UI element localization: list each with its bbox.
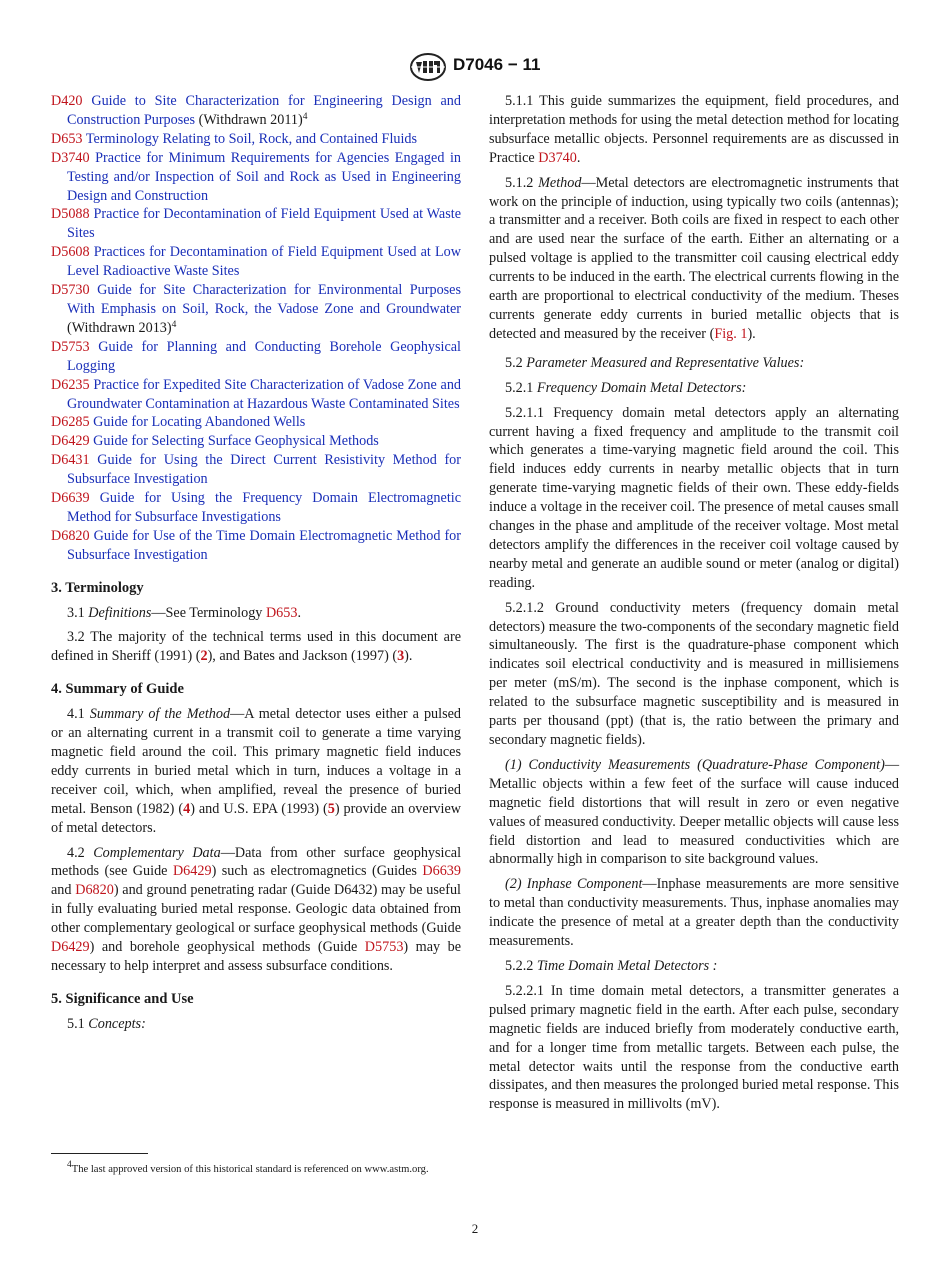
- reference-code-link[interactable]: D653: [51, 130, 83, 147]
- citation-link[interactable]: 3: [397, 648, 405, 665]
- astm-logo-icon: [408, 52, 448, 82]
- reference-item: [51, 281, 461, 338]
- left-column: [51, 92, 461, 1034]
- reference-code-link[interactable]: D5088: [51, 206, 90, 223]
- paragraph-5-2-2: 5.2.2 Time Domain Metal Detectors :: [505, 957, 718, 974]
- paragraph-5-2-1-1: 5.2.1.1 Frequency domain metal detectors apply an alternating current having a fixed frequency and amplitude to the transmit coil which generates a time-varying magnetic field around the coil. This field induces eddy currents in nearby metallic objects that in turn generate time-varying magnetic fields of their own. These eddy-fields induce a voltage in the receiver coil. The presence of metal causes small changes in the phase and amplitude of the receiver voltage. Most metal detectors amplify the differences in the receiver coil voltage caused by nearby metal and generate an audible sound or meter (analog or digital) reading.: [489, 404, 899, 591]
- xref-link[interactable]: D5753: [364, 939, 404, 956]
- xref-link[interactable]: D3740: [538, 149, 577, 166]
- reference-item: [51, 338, 461, 376]
- paragraph-3-2: 3.2 The majority of the technical terms used in this document are defined in Sheriff (1991) (2), and Bates and Jackson (1997) (3).: [51, 629, 461, 665]
- reference-title[interactable]: Practice for Minimum Requirements for Agencies Engaged in Testing and/or Inspection of Soil and Rock as Used in Engineering Design and Construction: [67, 149, 461, 204]
- reference-list: [51, 92, 461, 565]
- paragraph-5-2-1: 5.2.1 Frequency Domain Metal Detectors:: [505, 379, 747, 396]
- reference-item: [51, 205, 461, 243]
- reference-item: [51, 92, 461, 130]
- reference-code-link[interactable]: D6639: [51, 490, 90, 507]
- section-heading: 4. Summary of Guide: [51, 681, 184, 698]
- figure-link[interactable]: Fig. 1: [714, 325, 748, 342]
- reference-note: (Withdrawn 2013): [67, 319, 172, 336]
- reference-note: (Withdrawn 2011): [198, 111, 303, 128]
- reference-code-link[interactable]: D6235: [51, 376, 90, 393]
- right-column: [489, 92, 899, 1120]
- reference-title[interactable]: Guide for Site Characterization for Environmental Purposes With Emphasis on Soil, Rock, the Vadose Zone and Groundwater: [67, 282, 462, 317]
- reference-title[interactable]: Guide for Using the Frequency Domain Electromagnetic Method for Subsurface Investigations: [67, 490, 462, 525]
- reference-item: [51, 243, 461, 281]
- paragraph-3-1: 3.1 Definitions—See Terminology D653.: [67, 604, 302, 621]
- citation-link[interactable]: 4: [183, 800, 191, 817]
- paragraph-4-1: 4.1 Summary of the Method—A metal detector uses either a pulsed or an alternating current in a transmit coil to generate a time varying magnetic field around the coil. This primary magnetic field induces eddy currents in buried metal which in turn, induces a voltage in a receiver coil, which, when amplified, reveal the presence of buried metal. Benson (1982) (4) and U.S. EPA (1993) (5) provide an overview of metal detectors.: [51, 706, 461, 836]
- page-number: 2: [471, 1221, 479, 1236]
- xref-link[interactable]: D6820: [75, 882, 114, 899]
- reference-title[interactable]: Guide for Use of the Time Domain Electromagnetic Method for Subsurface Investigation: [67, 527, 461, 563]
- paragraph-5-2: 5.2 Parameter Measured and Representative Values:: [505, 354, 805, 371]
- paragraph-conductivity: (1) Conductivity Measurements (Quadrature-Phase Component)—Metallic objects within a few feet of the surface will cause induced magnetic field distortions that will result in zero or even negative values of measured conductivity. Deeper metallic objects will cause less field distortion and lead to measured conductivities which are abnormally high in comparison to site background values.: [489, 756, 899, 868]
- reference-item: [51, 489, 461, 527]
- reference-item: [51, 376, 461, 414]
- paragraph-inphase: (2) Inphase Component—Inphase measurements are more sensitive to metal than conductivity measurements. Thus, inphase anomalies may indicate the presence of metal at a greater depth than the conductivity measurements.: [489, 876, 899, 950]
- paragraph-5-2-1-2: 5.2.1.2 Ground conductivity meters (frequency domain metal detectors) measure the two-components of the secondary magnetic field simultaneously. The first is the quadrature-phase component which indicates soil electrical conductivity and is measured in millisiemens per meter (mS/m). The second is the inphase component, which is related to the subsurface magnetic susceptibility and is measured in parts per thousand (ppt) (that is, the ratio between the primary and secondary magnetic fields).: [489, 599, 899, 748]
- page-header: [0, 52, 950, 82]
- paragraph-5-1: 5.1 Concepts:: [67, 1015, 146, 1032]
- reference-code-link[interactable]: D6429: [51, 433, 90, 450]
- reference-title[interactable]: Guide to Site Characterization for Engineering Design and Construction Purposes: [67, 93, 461, 128]
- footnote-divider: [51, 1153, 148, 1154]
- reference-item: [51, 432, 461, 451]
- reference-code-link[interactable]: D420: [51, 93, 83, 109]
- reference-item: [51, 149, 461, 206]
- reference-title[interactable]: Practices for Decontamination of Field Equipment Used at Low Level Radioactive Waste Sites: [67, 244, 461, 280]
- citation-link[interactable]: 5: [327, 800, 335, 817]
- reference-item: [51, 451, 461, 489]
- footnote-marker: 4: [67, 1160, 72, 1170]
- footnote: $^4$The last approved version of this historical standard is referenced on www.astm.org.: [67, 1160, 429, 1175]
- footnote-marker: 4: [302, 111, 308, 122]
- paragraph-5-1-2: 5.1.2 Method—Metal detectors are electromagnetic instruments that work on the principle of induction, using typically two coils (antennas); a transmitter and a receiver. Both coils are fixed in respect to each other and are used near the surface of the earth. Either an alternating or a pulsed voltage is applied to the transmitter coil causing electrical eddy currents to be induced in the earth. The electrical currents flowing in the earth are proportional to electrical conductivity of the medium. Theses currents generate eddy currents in buried metallic objects that is detected and measured by the receiver (Fig. 1).: [489, 174, 899, 342]
- paragraph-5-1-1: 5.1.1 This guide summarizes the equipment, field procedures, and interpretation methods for using the metal detection method for locating subsurface metallic objects. Personnel requirements are as discussed in Practice D3740.: [489, 93, 899, 166]
- reference-code-link[interactable]: D6820: [51, 527, 90, 544]
- xref-link[interactable]: D6429: [172, 863, 212, 880]
- xref-link[interactable]: D6429: [51, 939, 90, 956]
- reference-title[interactable]: Guide for Planning and Conducting Borehole Geophysical Logging: [67, 338, 462, 374]
- reference-item: [51, 527, 461, 565]
- paragraph-4-2: 4.2 Complementary Data—Data from other surface geophysical methods (see Guide D6429) such as electromagnetics (Guides D6639 and D6820) and ground penetrating radar (Guide D6432) may be useful in fully evaluating buried metal response. Geologic data obtained from other complementary geological or surface geophysical methods (Guide D6429) and borehole geophysical methods (Guide D5753) may be necessary to help interpret and assess subsurface conditions.: [51, 844, 462, 974]
- reference-title[interactable]: Guide for Locating Abandoned Wells: [93, 414, 306, 431]
- citation-link[interactable]: 2: [200, 648, 208, 665]
- section-heading: 5. Significance and Use: [51, 990, 194, 1007]
- section-heading: 3. Terminology: [51, 579, 144, 596]
- reference-item: [51, 130, 461, 149]
- reference-code-link[interactable]: D5753: [51, 338, 90, 355]
- reference-title[interactable]: Guide for Selecting Surface Geophysical Methods: [93, 433, 379, 450]
- reference-title[interactable]: Guide for Using the Direct Current Resistivity Method for Subsurface Investigation: [67, 452, 461, 488]
- paragraph-5-2-2-1: 5.2.2.1 In time domain metal detectors, a transmitter generates a pulsed primary magnetic field in the earth. After each pulse, secondary magnetic fields are induced briefly from moderately conductive earth, and for a longer time from metallic targets. Between each pulse, the metal detector waits until the response from the conductive earth dissipates, and then measures the prolonged buried metal response. This response is measured in millivolts (mV).: [489, 982, 899, 1113]
- reference-code-link[interactable]: D3740: [51, 149, 90, 166]
- reference-code-link[interactable]: D6285: [51, 414, 90, 431]
- reference-title[interactable]: Terminology Relating to Soil, Rock, and Contained Fluids: [85, 130, 418, 147]
- reference-code-link[interactable]: D6431: [51, 452, 90, 469]
- xref-link[interactable]: D653: [265, 604, 298, 621]
- reference-title[interactable]: Practice for Expedited Site Characterization of Vadose Zone and Groundwater Contamination at Hazardous Waste Contaminated Sites: [67, 376, 462, 412]
- reference-code-link[interactable]: D5608: [51, 244, 90, 261]
- reference-title[interactable]: Practice for Decontamination of Field Equipment Used at Waste Sites: [67, 206, 461, 242]
- reference-code-link[interactable]: D5730: [51, 282, 90, 299]
- reference-item: [51, 413, 461, 432]
- xref-link[interactable]: D6639: [422, 863, 461, 880]
- standard-designation: D7046 − 11: [453, 55, 541, 74]
- footnote-marker: 4: [171, 319, 177, 330]
